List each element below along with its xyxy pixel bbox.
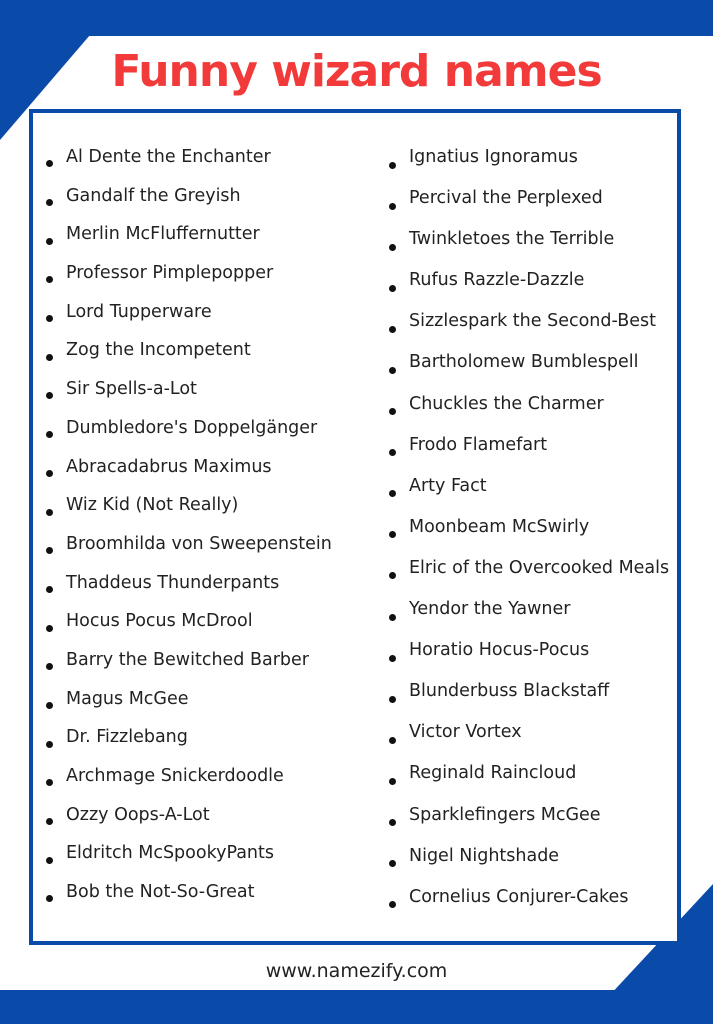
list-item: Sizzlespark the Second-Best xyxy=(389,308,669,349)
page-title: Funny wizard names xyxy=(111,46,602,97)
list-item: Broomhilda von Sweepenstein xyxy=(46,531,332,570)
list-item: Dr. Fizzlebang xyxy=(46,724,332,763)
list-item: Gandalf the Greyish xyxy=(46,183,332,222)
list-item: Sparklefingers McGee xyxy=(389,802,669,843)
list-item: Sir Spells-a-Lot xyxy=(46,376,332,415)
list-item: Professor Pimplepopper xyxy=(46,260,332,299)
list-item: Frodo Flamefart xyxy=(389,432,669,473)
list-item: Zog the Incompetent xyxy=(46,337,332,376)
list-item: Hocus Pocus McDrool xyxy=(46,608,332,647)
names-list-left xyxy=(46,144,332,918)
list-item: Ignatius Ignoramus xyxy=(389,144,669,185)
list-item: Cornelius Conjurer-Cakes xyxy=(389,884,669,925)
names-list-right xyxy=(389,144,669,925)
list-item: Archmage Snickerdoodle xyxy=(46,763,332,802)
list-item: Dumbledore's Doppelgänger xyxy=(46,415,332,454)
list-item: Lord Tupperware xyxy=(46,299,332,338)
list-item: Arty Fact xyxy=(389,473,669,514)
list-item: Moonbeam McSwirly xyxy=(389,514,669,555)
list-item: Reginald Raincloud xyxy=(389,760,669,801)
list-item: Bartholomew Bumblespell xyxy=(389,349,669,390)
list-item: Twinkletoes the Terrible xyxy=(389,226,669,267)
list-item: Al Dente the Enchanter xyxy=(46,144,332,183)
list-item: Blunderbuss Blackstaff xyxy=(389,678,669,719)
list-item: Ozzy Oops-A-Lot xyxy=(46,802,332,841)
list-item: Yendor the Yawner xyxy=(389,596,669,637)
list-item: Merlin McFluffernutter xyxy=(46,221,332,260)
list-item: Thaddeus Thunderpants xyxy=(46,570,332,609)
footer-website: www.namezify.com xyxy=(265,960,448,982)
list-item: Victor Vortex xyxy=(389,719,669,760)
list-item: Wiz Kid (Not Really) xyxy=(46,492,332,531)
list-item: Bob the Not-So-Great xyxy=(46,879,332,918)
list-item: Magus McGee xyxy=(46,686,332,725)
list-item: Percival the Perplexed xyxy=(389,185,669,226)
list-item: Elric of the Overcooked Meals xyxy=(389,555,669,596)
list-item: Eldritch McSpookyPants xyxy=(46,840,332,879)
list-item: Horatio Hocus-Pocus xyxy=(389,637,669,678)
list-item: Abracadabrus Maximus xyxy=(46,454,332,493)
list-item: Barry the Bewitched Barber xyxy=(46,647,332,686)
list-item: Rufus Razzle-Dazzle xyxy=(389,267,669,308)
list-item: Chuckles the Charmer xyxy=(389,391,669,432)
list-item: Nigel Nightshade xyxy=(389,843,669,884)
